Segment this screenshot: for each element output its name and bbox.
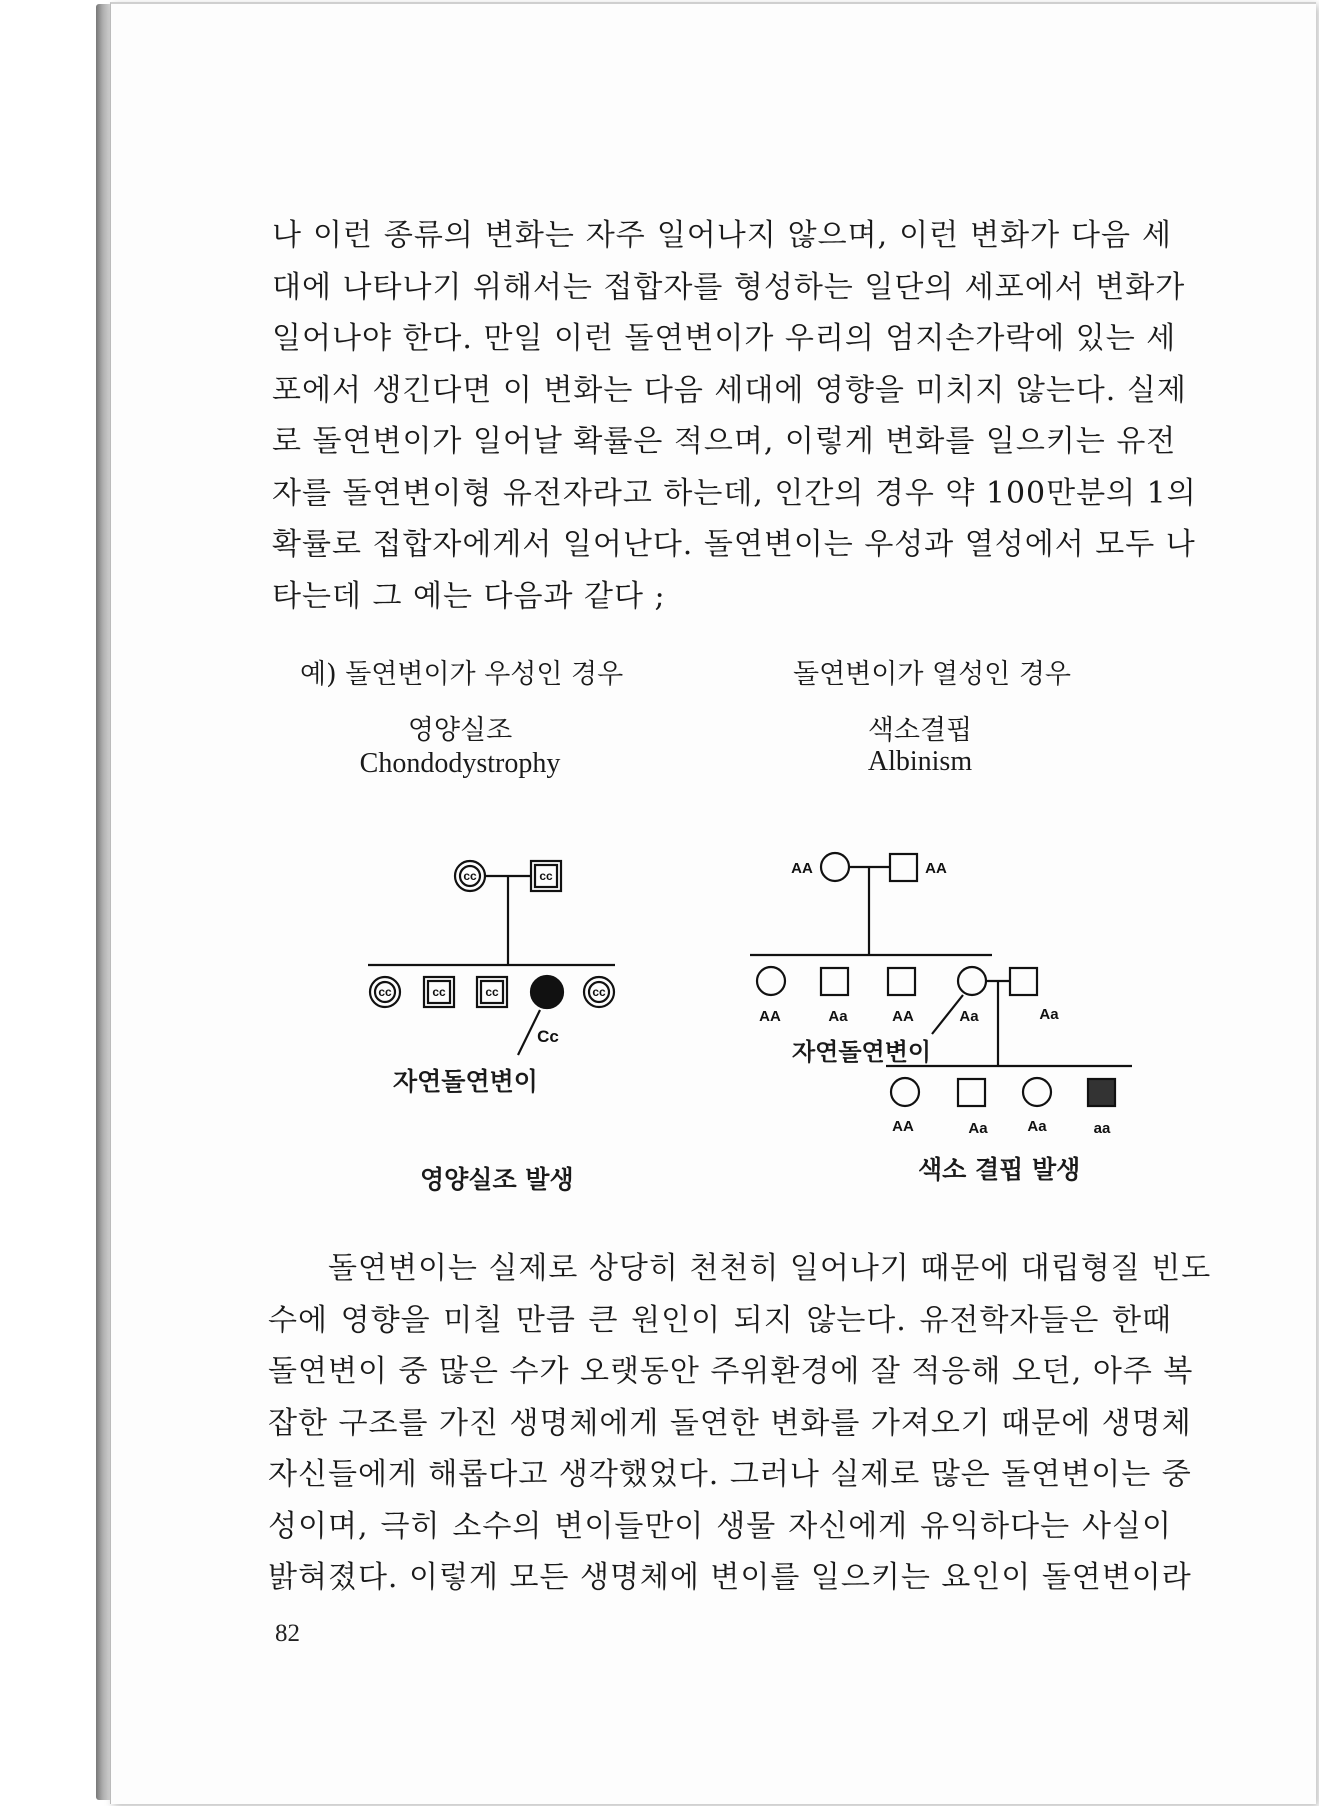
text-line: 자신들에게 해롭다고 생각했었다. 그러나 실제로 많은 돌연변이는 중 <box>268 1457 1192 1492</box>
grandchild-male-symbol <box>958 1079 985 1106</box>
grandchild-genotype: Aa <box>968 1120 988 1137</box>
child-male-symbol <box>821 968 848 995</box>
affected-grandchild-symbol <box>1088 1079 1115 1106</box>
dominant-name-en: Chondodystrophy <box>359 748 561 779</box>
pedigree-recessive <box>740 840 1140 1140</box>
parent-male-symbol <box>890 854 917 881</box>
dominant-heading: 예) 돌연변이가 우성인 경우 <box>300 659 624 690</box>
parent-genotype: AA <box>925 860 947 877</box>
child-genotype: cc <box>432 985 446 999</box>
recessive-name-en: Albinism <box>867 746 973 777</box>
grandchild-female-symbol <box>1023 1078 1051 1106</box>
child-genotype: cc <box>378 985 392 999</box>
recessive-name-ko: 색소결핍 <box>867 715 973 746</box>
child-female-symbol <box>757 967 785 995</box>
child-genotype: Aa <box>828 1008 848 1025</box>
pedigree-dominant <box>340 840 640 1100</box>
parent-genotype: cc <box>463 869 477 883</box>
text-line: 대에 나타나기 위해서는 접합자를 형성하는 일단의 세포에서 변화가 <box>272 269 1186 305</box>
page-number: 82 <box>275 1620 300 1647</box>
text-line: 확률로 접합자에게서 일어난다. 돌연변이는 우성과 열성에서 모두 나 <box>272 527 1196 562</box>
parent-genotype: cc <box>539 869 553 883</box>
child-genotype: AA <box>892 1008 914 1025</box>
caption-right: 색소 결핍 발생 <box>918 1155 1081 1184</box>
child-genotype: Aa <box>959 1008 979 1025</box>
mutation-label-right: 자연돌연변이 <box>792 1037 932 1066</box>
child-female-symbol <box>958 967 986 995</box>
affected-child-symbol <box>531 976 563 1008</box>
spouse-genotype: Aa <box>1039 1006 1059 1023</box>
dominant-name-ko: 영양실조 <box>407 715 513 746</box>
text-line: 돌연변이는 실제로 상당히 천천히 일어나기 때문에 대립형질 빈도 <box>328 1251 1212 1286</box>
text-line: 수에 영향을 미칠 만큼 큰 원인이 되지 않는다. 유전학자들은 한때 <box>268 1302 1172 1338</box>
page-edge-stack <box>96 4 110 1800</box>
grandchild-genotype: aa <box>1093 1120 1111 1137</box>
text-line: 로 돌연변이가 일어날 확률은 적으며, 이렇게 변화를 일으키는 유전 <box>272 424 1177 459</box>
child-genotype: AA <box>759 1008 781 1025</box>
grandchild-female-symbol <box>891 1078 919 1106</box>
text-line: 돌연변이 중 많은 수가 오랫동안 주위환경에 잘 적응해 오던, 아주 복 <box>268 1354 1194 1389</box>
text-line: 포에서 생긴다면 이 변화는 다음 세대에 영향을 미치지 않는다. 실제 <box>272 372 1187 408</box>
grandchild-genotype: Aa <box>1027 1118 1047 1135</box>
text-line: 나 이런 종류의 변화는 자주 일어나지 않으며, 이런 변화가 다음 세 <box>272 218 1172 253</box>
child-genotype: cc <box>485 985 499 999</box>
parent-female-symbol <box>821 853 849 881</box>
text-line: 잡한 구조를 가진 생명체에게 돌연한 변화를 가져오기 때문에 생명체 <box>268 1405 1192 1441</box>
text-line: 타는데 그 예는 다음과 같다 ; <box>272 578 666 614</box>
mutant-genotype: Cc <box>537 1027 559 1046</box>
grandchild-genotype: AA <box>892 1118 914 1135</box>
caption-left: 영양실조 발생 <box>420 1165 574 1194</box>
paragraph-2 <box>268 1243 1212 1604</box>
text-line: 일어나야 한다. 만일 이런 돌연변이가 우리의 엄지손가락에 있는 세 <box>272 321 1177 356</box>
mutation-label-left: 자연돌연변이 <box>393 1067 538 1096</box>
recessive-heading: 돌연변이가 열성인 경우 <box>793 659 1071 690</box>
text-line: 자를 돌연변이형 유전자라고 하는데, 인간의 경우 약 100만분의 1의 <box>272 475 1197 511</box>
text-line: 성이며, 극히 소수의 변이들만이 생물 자신에게 유익하다는 사실이 <box>268 1508 1172 1544</box>
text-line: 밝혀졌다. 이렇게 모든 생명체에 변이를 일으키는 요인이 돌연변이라 <box>268 1560 1192 1595</box>
child-male-symbol <box>888 968 915 995</box>
parent-genotype: AA <box>791 860 813 877</box>
spouse-male-symbol <box>1010 968 1037 995</box>
child-genotype: cc <box>592 985 606 999</box>
paragraph-1 <box>272 210 1197 622</box>
